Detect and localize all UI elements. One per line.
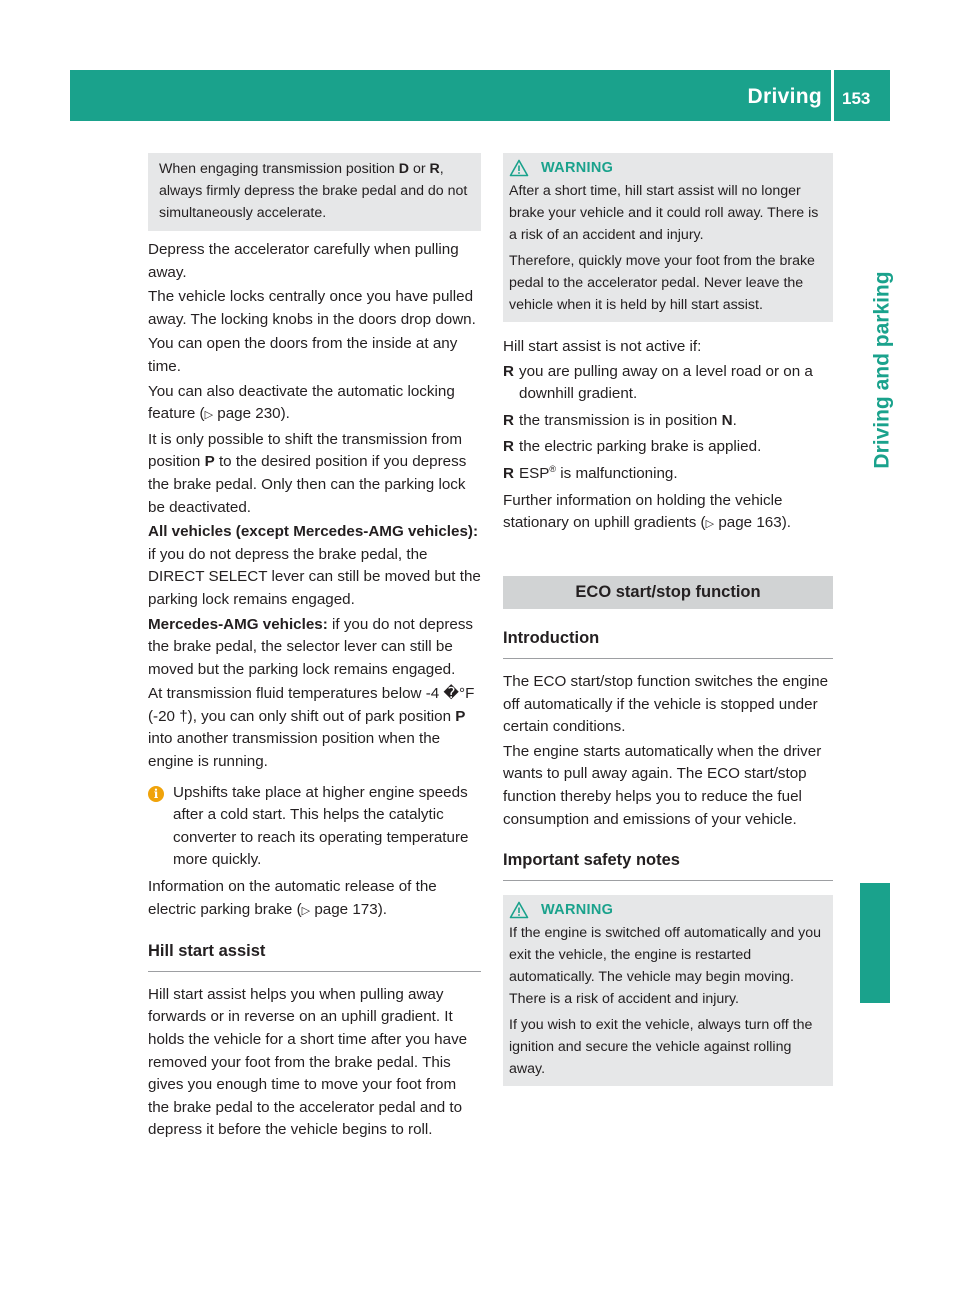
side-tab-label-wrap <box>857 220 909 520</box>
paragraph: Hill start assist is not active if: <box>503 338 702 355</box>
paragraph: The engine starts automatically when the driver wants to pull away again. The ECO start/stop function thereby helps you to reduce the fuel consumption and emissions of your vehicle. <box>503 742 822 828</box>
info-note <box>148 782 481 872</box>
paragraph: Depress the accelerator carefully when pulling away. <box>148 241 459 281</box>
warning-triangle-icon <box>509 159 529 177</box>
warning-text: If you wish to exit the vehicle, always turn off the ignition and secure the vehicle against rolling away. <box>509 1016 813 1077</box>
header-divider <box>831 70 834 121</box>
bullet-marker: R <box>503 362 514 380</box>
chapter-title: Driving <box>747 85 822 108</box>
list-item: R the transmission is in position N. <box>503 410 833 433</box>
right-column <box>503 153 833 1086</box>
arrow-right-icon: ▷ <box>705 518 715 531</box>
paragraph: You can open the doors from the inside at any time. <box>148 335 458 375</box>
page-link[interactable]: page 163 <box>718 514 782 532</box>
warning-text: Therefore, quickly move your foot from the brake pedal to the accelerator pedal. Never leave the vehicle when it is held by hill start assist. <box>509 253 815 313</box>
side-tab-marker <box>860 883 890 1003</box>
paragraph: At transmission fluid temperatures below -4 �°F (-20 †), you can only shift out of park position P into another transmission position when the engine is running. <box>148 685 475 771</box>
info-icon: i <box>148 786 164 802</box>
hill-start-heading: Hill start assist <box>148 940 481 972</box>
introduction-heading: Introduction <box>503 627 833 659</box>
left-column <box>148 153 481 1144</box>
engage-note <box>148 153 481 231</box>
paragraph: Hill start assist helps you when pulling away forwards or in reverse on an uphill gradient. It holds the vehicle for a short time after you have removed your foot from the brake pedal. This gives you enough time to move your foot from the brake pedal to the accelerator pedal and to depress it before the vehicle begins to roll. <box>148 985 468 1139</box>
warning-text: If the engine is switched off automatically and you exit the vehicle, the engine is restarted automatically. The vehicle may begin moving. There is a risk of accident and injury. <box>509 924 822 1007</box>
side-tab-label: Driving and parking <box>871 271 895 469</box>
page-link[interactable]: page 230 <box>217 405 281 423</box>
info-note-text: Upshifts take place at higher engine speeds after a cold start. This helps the catalytic converter to reach its operating temperature more quickly. <box>173 783 469 869</box>
paragraph-page-ref: Further information on holding the vehicle stationary on uphill gradients (▷ page 163). <box>503 491 791 532</box>
paragraph: All vehicles (except Mercedes-AMG vehicles): if you do not depress the brake pedal, the DIRECT SELECT lever can still be moved but the parking lock remains engaged. <box>148 523 481 608</box>
list-item: R ESP® is malfunctioning. <box>503 463 833 486</box>
inactive-conditions-list <box>503 361 833 486</box>
warning-header <box>509 157 826 179</box>
safety-notes-heading: Important safety notes <box>503 849 833 881</box>
paragraph-page-ref: Information on the automatic release of the electric parking brake (▷ page 173). <box>148 878 437 918</box>
bullet-marker: R <box>503 411 514 429</box>
engage-note-text: When engaging transmission position D or R, always firmly depress the brake pedal and do not simultaneously accelerate. <box>159 161 468 221</box>
warning-box <box>503 895 833 1086</box>
page-number: 153 <box>842 89 871 108</box>
warning-text: After a short time, hill start assist will no longer brake your vehicle and it could roll away. There is a risk of an accident and injury. <box>509 183 819 243</box>
warning-triangle-icon <box>509 901 529 919</box>
list-item: R the electric parking brake is applied. <box>503 436 833 459</box>
arrow-right-icon: ▷ <box>204 409 214 422</box>
arrow-right-icon: ▷ <box>301 904 311 917</box>
paragraph: The ECO start/stop function switches the engine off automatically if the vehicle is stopped under certain conditions. <box>503 672 829 736</box>
paragraph: The vehicle locks centrally once you have pulled away. The locking knobs in the doors drop down. <box>148 288 476 328</box>
paragraph: It is only possible to shift the transmission from position P to the desired position if you depress the brake pedal. Only then can the parking lock be deactivated. <box>148 430 467 516</box>
bullet-marker: R <box>503 438 514 456</box>
paragraph-page-ref: You can also deactivate the automatic locking feature (▷ page 230). <box>148 382 455 423</box>
warning-box <box>503 153 833 322</box>
warning-header <box>509 899 826 921</box>
paragraph: Mercedes-AMG vehicles: if you do not depress the brake pedal, the selector lever can still be moved but the parking lock remains engaged. <box>148 615 474 678</box>
page-link[interactable]: page 173 <box>314 900 378 918</box>
list-item: R you are pulling away on a level road or on a downhill gradient. <box>503 362 813 403</box>
warning-title: WARNING <box>541 160 614 176</box>
bullet-marker: R <box>503 464 514 482</box>
eco-section-heading: ECO start/stop function <box>503 576 833 610</box>
warning-title: WARNING <box>541 901 614 918</box>
